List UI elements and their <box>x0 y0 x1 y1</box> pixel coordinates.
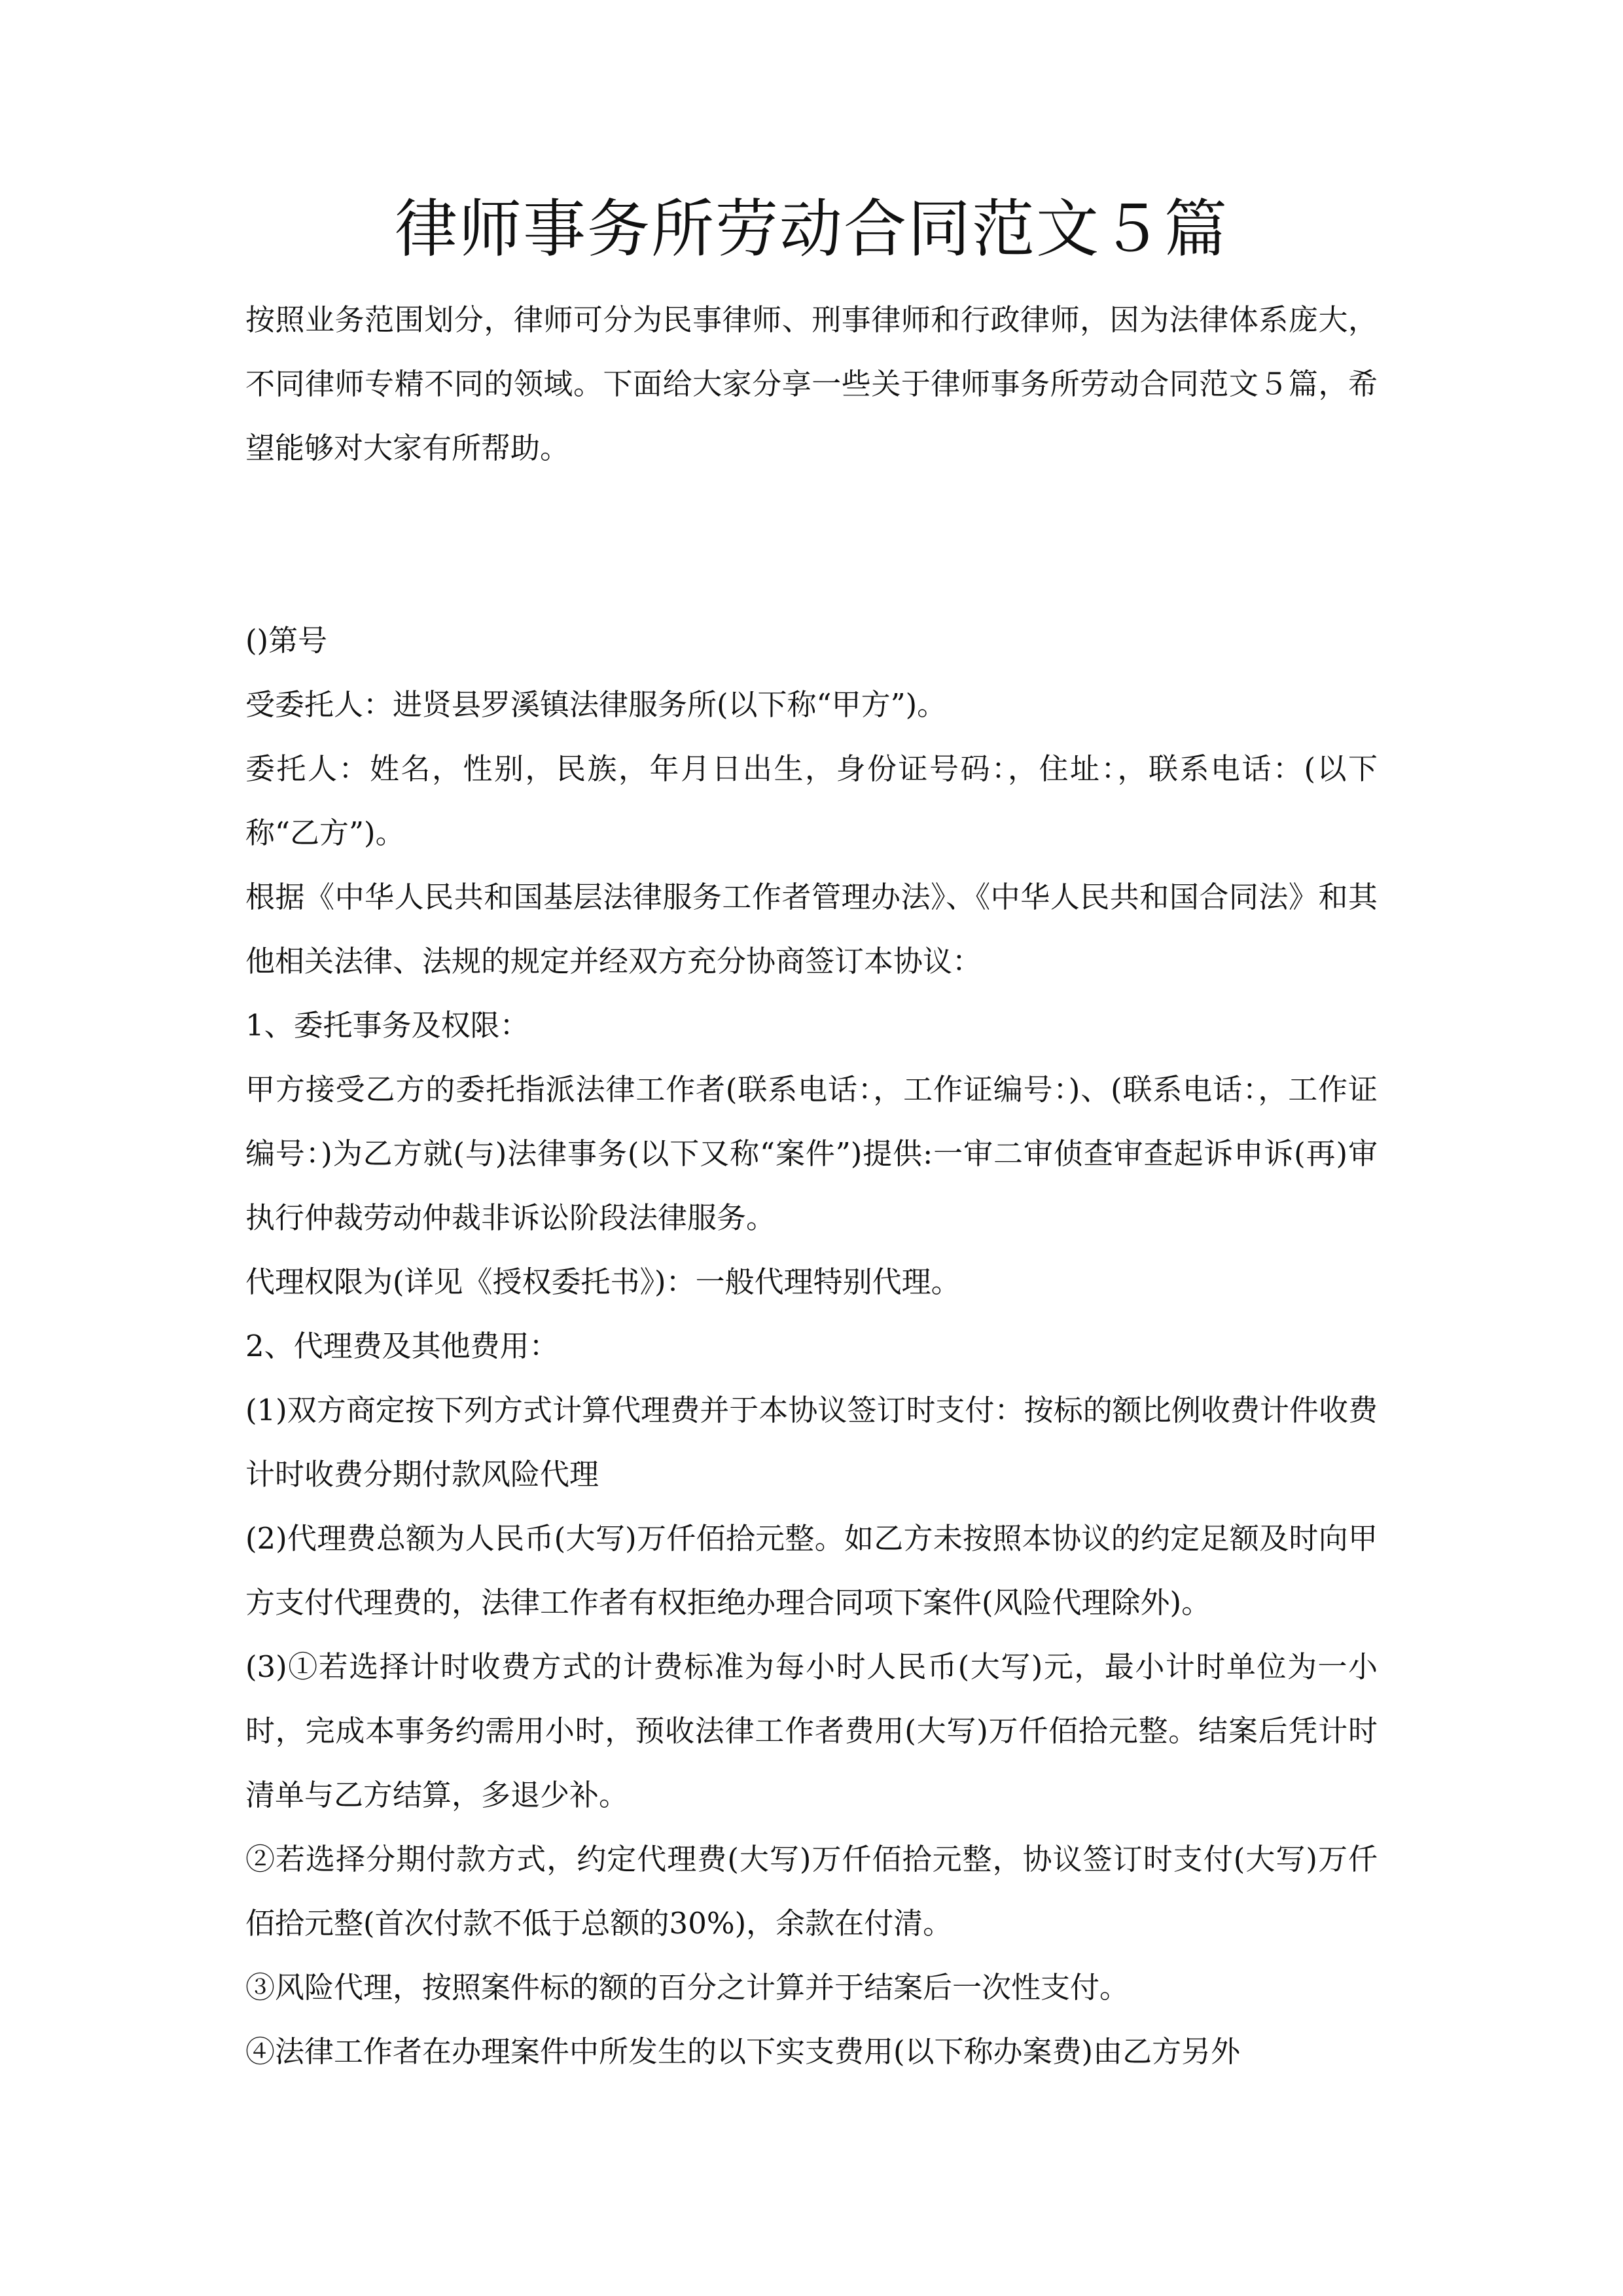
legal-basis-paragraph: 根据《中华人民共和国基层法律服务工作者管理办法》、《中华人民共和国合同法》和其他相关法律、法规的规定并经双方充分协商签订本协议： <box>245 880 1378 978</box>
section-heading-1: 1、委托事务及权限： <box>245 1008 529 1043</box>
entrustment-paragraph: 甲方接受乙方的委托指派法律工作者(联系电话：，工作证编号：)、(联系电话：，工作证编号：)为乙方就(与)法律事务(以下又称“案件”)提供:一审二审侦查审查起诉申诉(再)审执行仲裁劳动仲裁非诉讼阶段法律服务。 <box>245 1072 1378 1235</box>
section-heading-2: 2、代理费及其他费用： <box>245 1329 559 1363</box>
client-paragraph: 委托人：姓名，性别，民族，年月日出生，身份证号码：，住址：，联系电话：(以下称“乙方”)。 <box>245 751 1378 850</box>
document-body <box>245 288 1378 2084</box>
fee-clause-installment: ②若选择分期付款方式，约定代理费(大写)万仟佰拾元整，协议签订时支付(大写)万仟佰拾元整(首次付款不低于总额的30%)，余款在付清。 <box>245 1842 1378 1941</box>
intro-paragraph: 按照业务范围划分，律师可分为民事律师、刑事律师和行政律师，因为法律体系庞大，不同律师专精不同的领域。下面给大家分享一些关于律师事务所劳动合同范文５篇，希望能够对大家有所帮助。 <box>245 302 1378 465</box>
fee-clause-expenses: ④法律工作者在办理案件中所发生的以下实支费用(以下称办案费)由乙方另外 <box>245 2034 1241 2069</box>
fee-clause-3: (3)①若选择计时收费方式的计费标准为每小时人民币(大写)元，最小计时单位为一小时，完成本事务约需用小时，预收法律工作者费用(大写)万仟佰拾元整。结案后凭计时清单与乙方结算，多退少补。 <box>245 1649 1378 1812</box>
authority-paragraph: 代理权限为(详见《授权委托书》)：一般代理特别代理。 <box>245 1265 961 1299</box>
document-title: 律师事务所劳动合同范文５篇 <box>395 192 1228 266</box>
fee-clause-2: (2)代理费总额为人民币(大写)万仟佰拾元整。如乙方未按照本协议的约定足额及时向甲方支付代理费的，法律工作者有权拒绝办理合同项下案件(风险代理除外)。 <box>245 1521 1378 1620</box>
contract-number-line: ()第号 <box>245 623 328 658</box>
paragraph-gap <box>245 480 1378 609</box>
trustee-paragraph: 受委托人：进贤县罗溪镇法律服务所(以下称“甲方”)。 <box>245 687 947 722</box>
fee-clause-1: (1)双方商定按下列方式计算代理费并于本协议签订时支付：按标的额比例收费计件收费计时收费分期付款风险代理 <box>245 1393 1378 1492</box>
fee-clause-risk: ③风险代理，按照案件标的额的百分之计算并于结案后一次性支付。 <box>245 1970 1130 2005</box>
